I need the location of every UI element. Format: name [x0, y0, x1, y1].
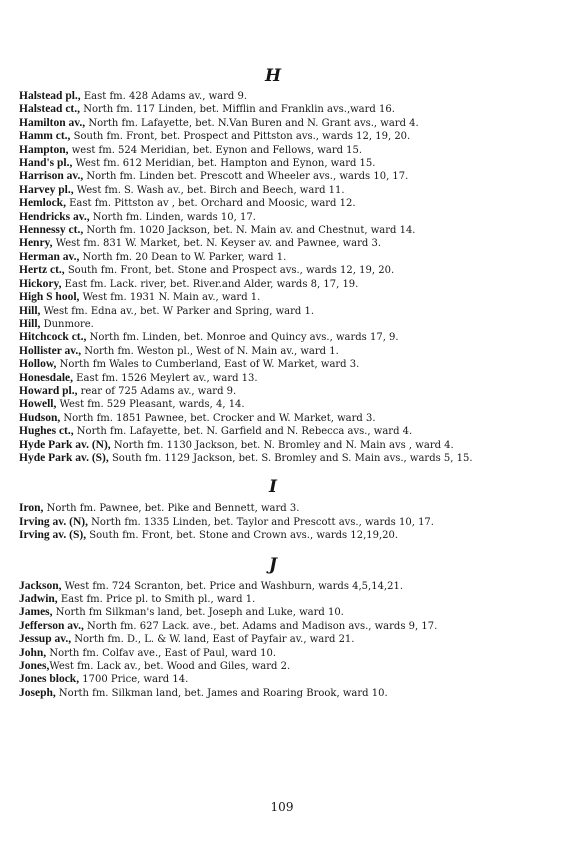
street-description: South fm. Front, bet. Stone and Prospect avs., wards 12, 19, 20.: [64, 265, 395, 277]
directory-entry: [19, 184, 528, 197]
directory-entry: [19, 291, 528, 304]
street-description: North fm. Linden bet. Prescott and Wheeler avs., wards 10, 17.: [83, 171, 409, 183]
street-name: Howard pl.,: [19, 384, 78, 397]
street-description: North fm. 627 Lack. ave., bet. Adams and Madison avs., wards 9, 17.: [83, 620, 438, 632]
street-name: Henry,: [19, 237, 53, 250]
directory-entry: [19, 580, 528, 593]
street-description: South fm. Front, bet. Stone and Crown avs., wards 12,19,20.: [86, 530, 399, 542]
street-description: North fm. 1335 Linden, bet. Taylor and Prescott avs., wards 10, 17.: [88, 516, 434, 528]
street-description: West fm. 612 Meridian, bet. Hampton and Eynon, ward 15.: [72, 158, 376, 170]
section-h: [19, 66, 528, 465]
street-description: East fm. 1526 Meylert av., ward 13.: [73, 372, 258, 384]
street-name: Hyde Park av. (S),: [19, 451, 109, 464]
directory-entry: [19, 211, 528, 224]
street-description: Dunmore.: [40, 318, 94, 330]
street-description: North fm. D., L. & W. land, East of Payfair av., ward 21.: [71, 634, 355, 646]
directory-entry: [19, 318, 528, 331]
street-description: North fm. 117 Linden, bet. Mifflin and Franklin avs.,ward 16.: [80, 104, 395, 116]
street-description: North fm. Weston pl., West of N. Main av., ward 1.: [81, 345, 339, 357]
section-heading: H: [264, 66, 283, 86]
directory-entry: [19, 130, 528, 143]
section-i: [19, 477, 528, 542]
street-description: North fm. Silkman land, bet. James and Roaring Brook, ward 10.: [55, 687, 388, 699]
street-name: Hamilton av.,: [19, 116, 86, 129]
street-description: North fm Wales to Cumberland, East of W. Market, ward 3.: [56, 359, 360, 371]
directory-entry: [19, 452, 528, 465]
street-description: North fm. Lafayette, bet. N. Garfield and N. Rebecca avs., ward 4.: [73, 426, 413, 438]
directory-entry: [19, 103, 528, 116]
street-description: 1700 Price, ward 14.: [79, 674, 189, 686]
street-description: West fm. 831 W. Market, bet. N. Keyser av. and Pawnee, ward 3.: [52, 238, 382, 250]
directory-entry: [19, 251, 528, 264]
directory-entry: [19, 593, 528, 606]
section-j: [19, 555, 528, 701]
street-description: west fm. 524 Meridian, bet. Eynon and Fellows, ward 15.: [68, 144, 363, 156]
street-description: North fm. Pawnee, bet. Pike and Bennett, ward 3.: [43, 503, 300, 515]
street-name: Irving av. (S),: [19, 529, 87, 542]
directory-entry: [19, 412, 528, 425]
street-description: West fm. 724 Scranton, bet. Price and Washburn, wards 4,5,14,21.: [61, 580, 404, 592]
street-name: Hampton,: [19, 143, 69, 156]
street-name: Irving av. (N),: [19, 515, 88, 528]
street-description: North fm Silkman's land, bet. Joseph and Luke, ward 10.: [52, 607, 344, 619]
street-name: Jadwin,: [19, 593, 58, 605]
directory-entry: [19, 237, 528, 250]
street-name: Harvey pl.,: [19, 183, 74, 196]
directory-entry: [19, 516, 528, 529]
street-description: West fm. 529 Pleasant, wards, 4, 14.: [56, 399, 245, 411]
directory-entry: [19, 660, 528, 673]
directory-entry: [19, 687, 528, 700]
directory-entry: [19, 502, 528, 515]
directory-entry: [19, 278, 528, 291]
street-description: North fm. 1130 Jackson, bet. N. Bromley and N. Main avs , ward 4.: [110, 439, 454, 451]
directory-entry: [19, 398, 528, 411]
street-name: Hill,: [19, 304, 41, 317]
street-name: Hill,: [19, 317, 41, 330]
directory-entry: [19, 157, 528, 170]
directory-entry: [19, 620, 528, 633]
street-description: West fm. Lack av., bet. Wood and Giles, ward 2.: [49, 661, 291, 673]
street-description: North fm. Lafayette, bet. N.Van Buren and N. Grant avs., ward 4.: [85, 117, 419, 129]
directory-entry: [19, 144, 528, 157]
street-directory: [19, 66, 528, 700]
directory-entry: [19, 305, 528, 318]
directory-entry: [19, 385, 528, 398]
street-name: Jackson,: [19, 579, 62, 592]
street-name: Herman av.,: [19, 250, 80, 263]
street-name: Jones,: [19, 660, 50, 673]
street-name: Iron,: [19, 502, 44, 515]
street-name: Halstead ct.,: [19, 103, 81, 116]
directory-entry: [19, 439, 528, 452]
street-name: Hendricks av.,: [19, 210, 90, 223]
street-name: Hand's pl.,: [19, 157, 73, 170]
entry-list-i: [19, 502, 528, 542]
street-name: Hyde Park av. (N),: [19, 438, 111, 451]
street-description: North fm. 1020 Jackson, bet. N. Main av. and Chestnut, ward 14.: [83, 225, 416, 237]
street-name: Hollister av.,: [19, 344, 82, 357]
directory-entry: [19, 358, 528, 371]
street-name: Hertz ct.,: [19, 264, 65, 277]
directory-entry: [19, 633, 528, 646]
street-name: Jefferson av.,: [19, 619, 84, 632]
directory-entry: [19, 647, 528, 660]
street-description: East fm. Price pl. to Smith pl., ward 1.: [57, 594, 256, 605]
directory-entry: [19, 425, 528, 438]
street-name: John,: [19, 646, 47, 659]
directory-entry: [19, 90, 528, 103]
street-name: Hollow,: [19, 358, 57, 371]
street-description: rear of 725 Adams av., ward 9.: [77, 385, 237, 397]
street-name: Jones block,: [19, 673, 80, 686]
street-description: West fm. 1931 N. Main av., ward 1.: [79, 292, 261, 304]
page-number: 109: [270, 800, 294, 814]
street-name: High S hool,: [19, 291, 80, 304]
street-name: Hickory,: [19, 277, 62, 290]
street-description: North fm. 1851 Pawnee, bet. Crocker and W. Market, ward 3.: [60, 412, 376, 424]
street-description: South fm. 1129 Jackson, bet. S. Bromley and S. Main avs., wards 5, 15.: [108, 452, 473, 464]
entry-list-h: [19, 90, 528, 465]
street-description: North fm. 20 Dean to W. Parker, ward 1.: [79, 251, 287, 263]
directory-entry: [19, 264, 528, 277]
street-name: Hennessy ct.,: [19, 224, 84, 237]
street-description: West fm. S. Wash av., bet. Birch and Beech, ward 11.: [73, 184, 345, 196]
street-name: Joseph,: [19, 686, 56, 699]
street-name: Jessup av.,: [19, 633, 72, 646]
street-name: Hughes ct.,: [19, 425, 74, 438]
street-name: Howell,: [19, 398, 57, 411]
street-name: Halstead pl.,: [19, 90, 81, 102]
directory-entry: [19, 170, 528, 183]
street-name: Hudson,: [19, 411, 61, 424]
street-name: Hitchcock ct.,: [19, 331, 87, 344]
directory-entry: [19, 529, 528, 542]
section-heading: J: [268, 554, 279, 575]
street-name: Hemlock,: [19, 197, 66, 210]
directory-entry: [19, 345, 528, 358]
street-description: North fm. Linden, bet. Monroe and Quincy avs., wards 17, 9.: [86, 332, 399, 344]
street-description: East fm. Lack. river, bet. River.and Alder, wards 8, 17, 19.: [61, 278, 359, 290]
directory-entry: [19, 606, 528, 619]
street-description: East fm. 428 Adams av., ward 9.: [80, 91, 248, 102]
section-heading: I: [269, 477, 278, 498]
street-name: James,: [19, 606, 53, 619]
street-name: Hamm ct.,: [19, 130, 71, 143]
street-name: Honesdale,: [19, 371, 73, 384]
street-name: Harrison av.,: [19, 170, 84, 183]
directory-entry: [19, 197, 528, 210]
entry-list-j: [19, 580, 528, 701]
street-description: North fm. Colfav ave., East of Paul, ward 10.: [46, 647, 277, 659]
directory-entry: [19, 331, 528, 344]
street-description: North fm. Linden, wards 10, 17.: [89, 211, 256, 223]
directory-entry: [19, 117, 528, 130]
directory-entry: [19, 673, 528, 686]
directory-entry: [19, 372, 528, 385]
directory-entry: [19, 224, 528, 237]
street-description: East fm. Pittston av , bet. Orchard and Moosic, ward 12.: [65, 198, 356, 210]
street-description: South fm. Front, bet. Prospect and Pittston avs., wards 12, 19, 20.: [70, 131, 411, 143]
street-description: West fm. Edna av., bet. W Parker and Spring, ward 1.: [40, 305, 315, 317]
